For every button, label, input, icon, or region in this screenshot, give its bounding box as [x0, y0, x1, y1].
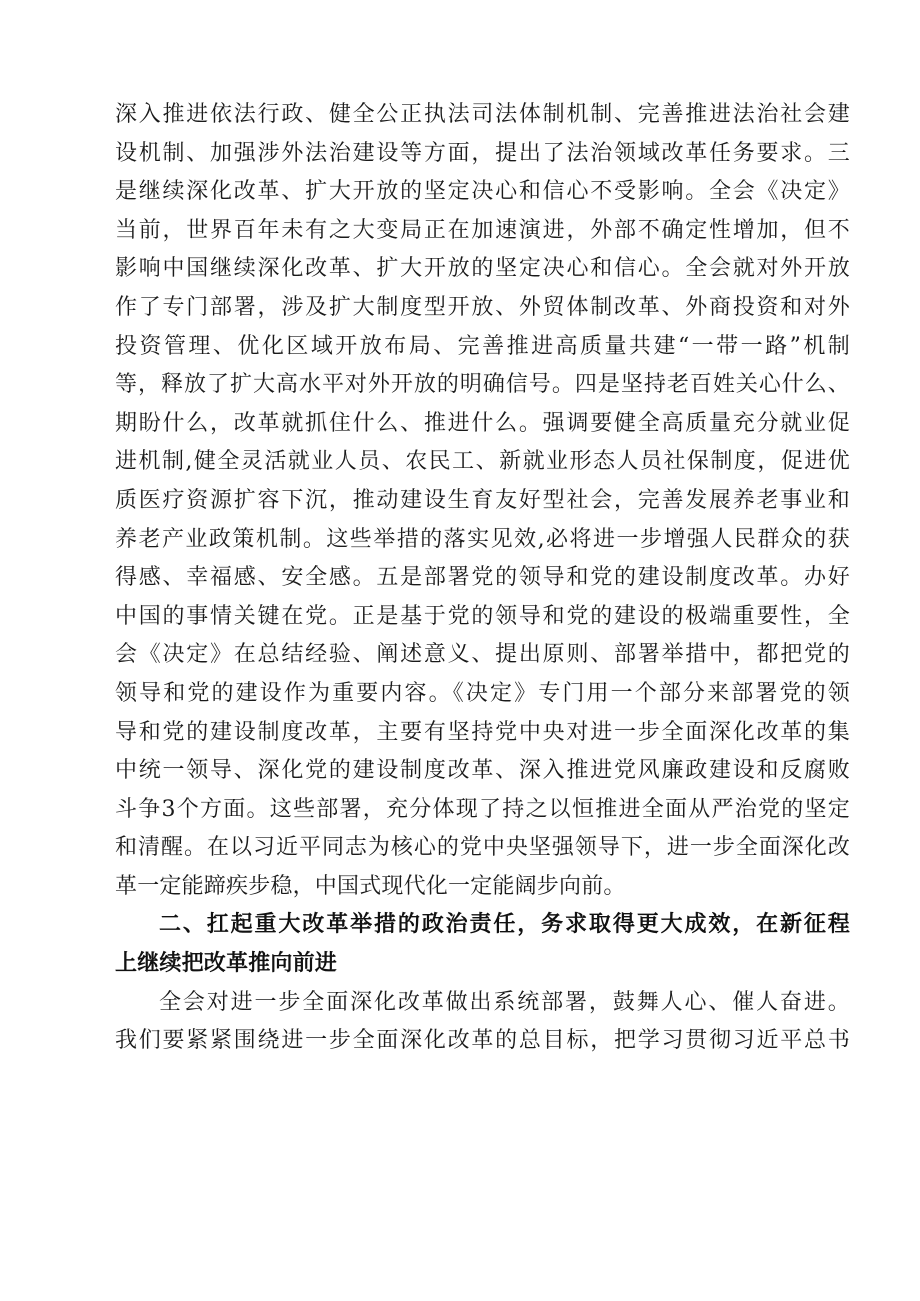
paragraph-line: 深入推进依法行政、健全公正执法司法体制机制、完善推进法治社会建 [115, 102, 850, 127]
paragraph-line: 设机制、加强涉外法治建设等方面，提出了法治领域改革任务要求。三 [115, 140, 850, 166]
paragraph-line: 斗争3个方面。这些部署，充分体现了持之以恒推进全面从严治党的坚定 [115, 796, 850, 822]
paragraph-line: 质医疗资源扩容下沉，推动建设生育友好型社会，完善发展养老事业和 [115, 487, 850, 513]
paragraph-line: 我们要紧紧围绕进一步全面深化改革的总目标，把学习贯彻习近平总书 [115, 1028, 850, 1054]
paragraph-line: 影响中国继续深化改革、扩大开放的坚定决心和信心。全会就对外开放 [115, 256, 850, 282]
paragraph-line: 进机制,健全灵活就业人员、农民工、新就业形态人员社保制度，促进优 [115, 449, 850, 475]
section-heading-continued: 上继续把改革推向前进 [115, 951, 338, 977]
section-heading: 二、扛起重大改革举措的政治责任，务求取得更大成效，在新征程 [159, 912, 850, 938]
paragraph-line: 导和党的建设制度改革，主要有坚持党中央对进一步全面深化改革的集 [115, 719, 850, 745]
paragraph-line: 投资管理、优化区域开放布局、完善推进高质量共建“一带一路”机制 [115, 333, 850, 359]
paragraph-line: 等，释放了扩大高水平对外开放的明确信号。四是坚持老百姓关心什么、 [115, 372, 850, 398]
paragraph-line: 和清醒。在以习近平同志为核心的党中央坚强领导下，进一步全面深化改 [115, 835, 850, 861]
paragraph-line: 中国的事情关键在党。正是基于党的领导和党的建设的极端重要性，全 [115, 603, 850, 629]
paragraph-line: 中统一领导、深化党的建设制度改革、深入推进党风廉政建设和反腐败 [115, 758, 850, 784]
paragraph-first-line: 全会对进一步全面深化改革做出系统部署，鼓舞人心、催人奋进。 [159, 989, 850, 1015]
paragraph-line: 养老产业政策机制。这些举措的落实见效,必将进一步增强人民群众的获 [115, 526, 850, 552]
paragraph-line: 领导和党的建设作为重要内容。《决定》专门用一个部分来部署党的领 [115, 680, 850, 706]
paragraph-line: 期盼什么，改革就抓住什么、推进什么。强调要健全高质量充分就业促 [115, 410, 850, 436]
paragraph-line: 作了专门部署，涉及扩大制度型开放、外贸体制改革、外商投资和对外 [115, 294, 850, 320]
paragraph-line: 得感、幸福感、安全感。五是部署党的领导和党的建设制度改革。办好 [115, 565, 850, 591]
paragraph-line: 是继续深化改革、扩大开放的坚定决心和信心不受影响。全会《决定》 [115, 179, 850, 205]
paragraph-last-line: 革一定能蹄疾步稳，中国式现代化一定能阔步向前。 [115, 873, 626, 899]
document-body [115, 96, 850, 1061]
paragraph-line: 会《决定》在总结经验、阐述意义、提出原则、部署举措中，都把党的 [115, 642, 850, 668]
paragraph-line: 当前，世界百年未有之大变局正在加速演进，外部不确定性增加，但不 [115, 217, 850, 243]
